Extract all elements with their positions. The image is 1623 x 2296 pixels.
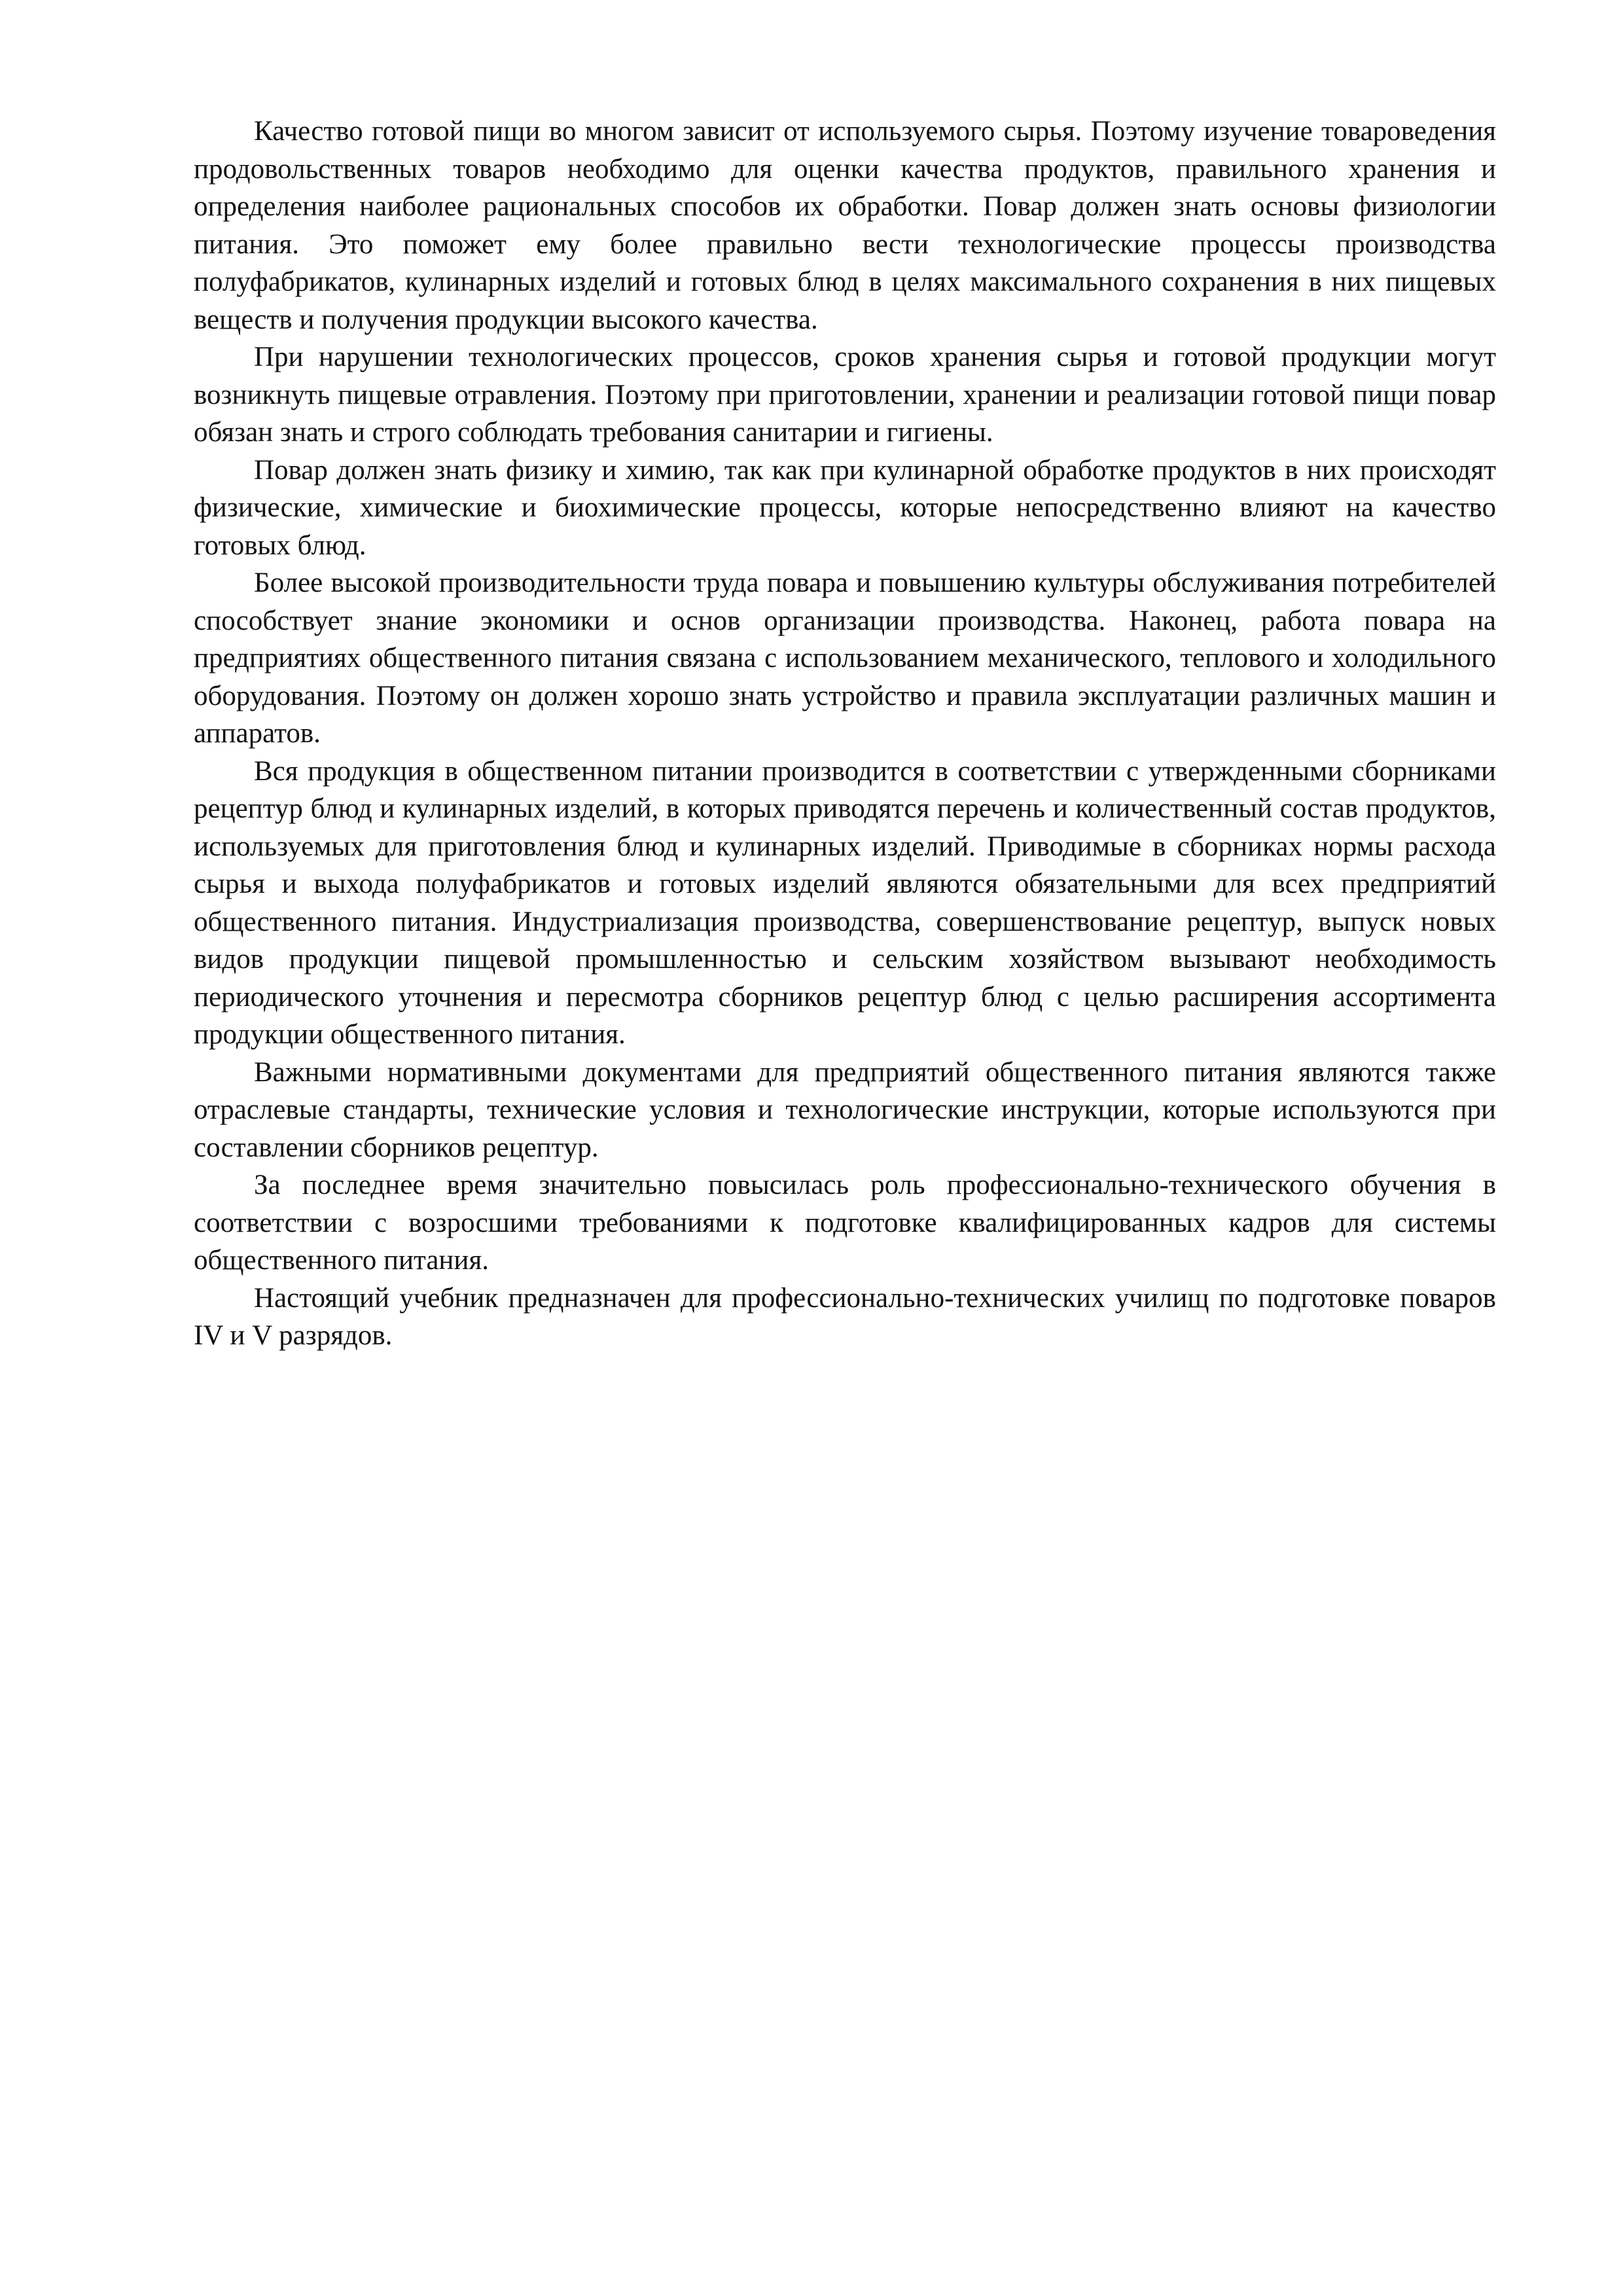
document-page <box>194 113 1496 1355</box>
paragraph: Вся продукция в общественном питании производится в соответствии с утвержденными сборниками рецептур блюд и кулинарных изделий, в которых приводятся перечень и количественный состав продуктов, используемых для приготовления блюд и кулинарных изделий. Приводимые в сборниках нормы расхода сырья и выхода полуфабрикатов и готовых изделий являются обязательными для всех предприятий общественного питания. Индустриализация производства, совершенствование рецептур, выпуск новых видов продукции пищевой промышленностью и сельским хозяйством вызывают необходимость периодического уточнения и пересмотра сборников рецептур блюд с целью расширения ассортимента продукции общественного питания. <box>194 755 1496 1050</box>
paragraph: Качество готовой пищи во многом зависит от используемого сырья. Поэтому изучение товароведения продовольственных товаров необходимо для оценки качества продуктов, правильного хранения и определения наиболее рациональных способов их обработки. Повар должен знать основы физиологии питания. Это поможет ему более правильно вести технологические процессы производства полуфабрикатов, кулинарных изделий и готовых блюд в целях максимального сохранения в них пищевых веществ и получения продукции высокого качества. <box>194 116 1496 335</box>
paragraph: Более высокой производительности труда повара и повышению культуры обслуживания потребителей способствует знание экономики и основ организации производства. Наконец, работа повара на предприятиях общественного питания связана с использованием механического, теплового и холодильного оборудования. Поэтому он должен хорошо знать устройство и правила эксплуатации различных машин и аппаратов. <box>194 567 1496 749</box>
paragraph: Настоящий учебник предназначен для профессионально-технических училищ по подготовке поваров IV и V разрядов. <box>194 1282 1496 1351</box>
paragraph: Важными нормативными документами для предприятий общественного питания являются также отраслевые стандарты, технические условия и технологические инструкции, которые используются при составлении сборников рецептур. <box>194 1056 1496 1163</box>
paragraph: Повар должен знать физику и химию, так как при кулинарной обработке продуктов в них происходят физические, химические и биохимические процессы, которые непосредственно влияют на качество готовых блюд. <box>194 454 1496 561</box>
paragraph: За последнее время значительно повысилась роль профессионально-технического обучения в соответствии с возросшими требованиями к подготовке квалифицированных кадров для системы общественного питания. <box>194 1170 1496 1276</box>
paragraph: При нарушении технологических процессов, сроков хранения сырья и готовой продукции могут возникнуть пищевые отравления. Поэтому при приготовлении, хранении и реализации готовой пищи повар обязан знать и строго соблюдать требования санитарии и гигиены. <box>194 342 1496 448</box>
